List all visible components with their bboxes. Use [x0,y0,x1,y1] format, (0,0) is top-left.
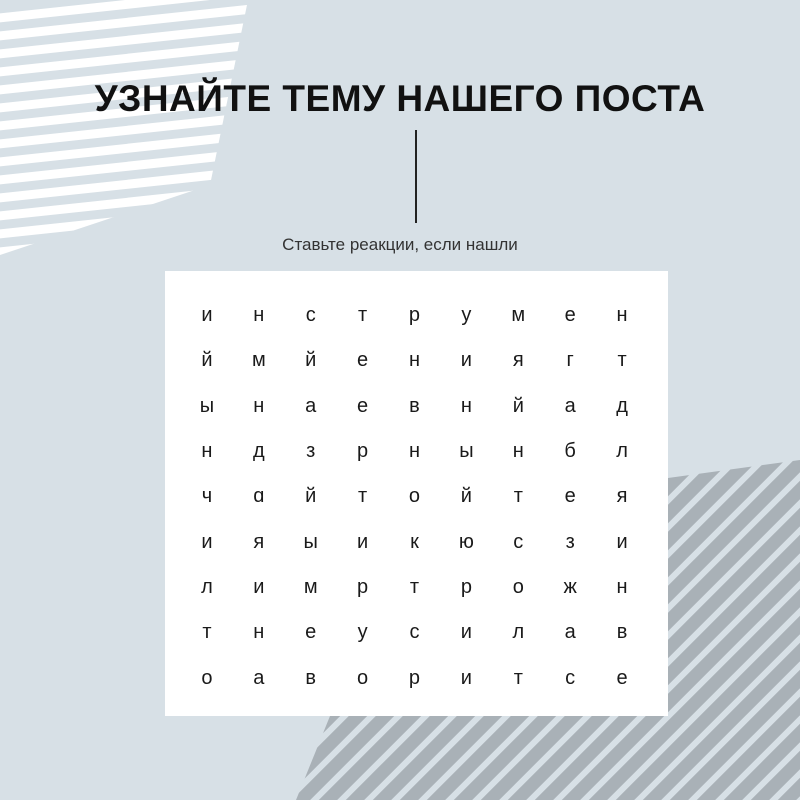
letter-cell: и [201,304,213,327]
letter-cell: й [201,349,213,372]
letter-cell: е [357,394,369,417]
letter-cell: н [616,576,628,599]
letter-cell: т [513,666,523,689]
letter-cell: я [616,485,628,508]
letter-cell: н [460,394,472,417]
letter-cell: р [357,576,369,599]
letter-cell: й [512,394,524,417]
letter-cell: в [616,621,628,644]
letter-cell: д [252,440,265,463]
striped-patch-top-left [0,0,280,308]
vertical-divider [415,130,417,223]
letter-cell: и [460,349,472,372]
subtitle: Ставьте реакции, если нашли [282,235,518,254]
letter-cell: р [408,304,421,327]
letter-cell: м [303,576,318,599]
letter-cell: с [305,304,316,327]
letter-cell: н [201,440,213,463]
letter-cell: н [253,394,265,417]
letter-cell: а [253,666,265,689]
letter-cell: е [357,349,369,372]
letter-cell: и [253,576,265,599]
letter-cell: з [306,440,316,463]
letter-cell: и [357,530,369,553]
letter-cell: у [461,304,472,327]
letter-cell: т [358,304,368,327]
letter-cell: с [565,666,576,689]
letter-cell: ч [201,485,213,508]
letter-cell: е [564,304,576,327]
page-title: УЗНАЙТЕ ТЕМУ НАШЕГО ПОСТА [94,78,706,119]
letter-cell: л [201,576,213,599]
letter-cell: н [616,304,628,327]
letter-cell: ы [303,530,318,553]
letter-cell: г [566,349,574,372]
letter-cell: м [251,349,266,372]
letter-cell: р [408,666,421,689]
letter-cell: с [513,530,524,553]
letter-cell: м [511,304,526,327]
letter-cell: т [358,485,368,508]
letter-cell: н [253,304,265,327]
letter-cell: р [460,576,472,599]
letter-cell: з [565,530,575,553]
letter-cell: н [408,440,421,463]
letter-cell: т [617,349,627,372]
letter-cell: о [408,485,421,508]
letter-cell: я [512,349,524,372]
letter-cell: а [305,394,317,417]
letter-cell: в [409,394,420,417]
letter-cell: е [305,621,317,644]
letter-cell: е [564,485,576,508]
letter-cell: к [410,530,419,553]
letter-cell: ы [199,394,215,417]
letter-cell: и [460,621,472,644]
letter-cell: ю [458,530,474,553]
letter-cell: ɑ [253,485,265,508]
letter-cell: т [513,485,523,508]
letter-cell: с [409,621,420,644]
letter-cell: й [305,349,317,372]
letter-cell: и [460,666,472,689]
letter-cell: т [409,576,420,599]
letter-cell: б [564,440,576,463]
letter-cell: д [616,394,628,417]
letter-cell: ы [459,440,474,463]
letter-cell: я [253,530,265,553]
letter-grid [165,271,668,716]
letter-cell: н [253,621,265,644]
letter-cell: о [512,576,524,599]
letter-cell: л [512,621,525,644]
letter-cell: в [305,666,317,689]
letter-cell: й [460,485,472,508]
letter-cell: н [512,440,524,463]
letter-cell: р [357,440,369,463]
letter-cell: а [564,621,576,644]
letter-cell: о [357,666,369,689]
letter-cell: н [408,349,421,372]
letter-cell: о [201,666,213,689]
letter-cell: и [616,530,628,553]
letter-cell: и [201,530,213,553]
letter-cell: е [616,666,628,689]
letter-cell: л [616,440,628,463]
letter-cell: у [357,621,368,644]
letter-cell: а [564,394,576,417]
letter-cell: ж [563,576,577,599]
word-search-board [165,271,668,716]
letter-cell: т [202,621,212,644]
letter-cell: й [305,485,317,508]
